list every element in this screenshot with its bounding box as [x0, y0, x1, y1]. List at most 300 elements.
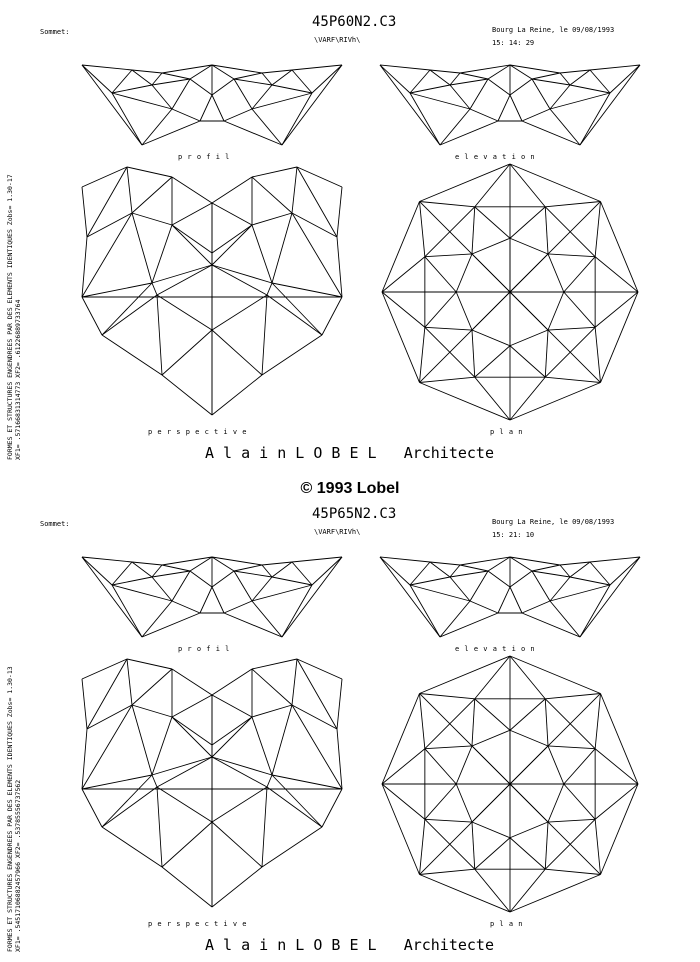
plan-edge	[475, 207, 510, 238]
plan-edge	[419, 656, 510, 693]
truss-edge	[532, 571, 550, 601]
truss-edge	[560, 565, 570, 577]
plan-edge	[425, 254, 472, 257]
side-xfp: XF1= .54517106882457966 XF2= .53785556737562	[14, 779, 22, 952]
truss-edge	[470, 571, 488, 601]
surface-edge	[212, 717, 252, 757]
plan-edge	[548, 327, 595, 330]
surface-edge	[212, 787, 267, 822]
plan-edge	[419, 693, 474, 698]
surface-edge	[292, 167, 297, 213]
view-label-elevation: e l e v a t i o n	[455, 645, 536, 653]
plan-edge	[475, 656, 510, 699]
perspective-view	[82, 659, 342, 907]
surface-edge	[132, 705, 152, 775]
elevation-view	[380, 557, 640, 637]
truss-edge	[510, 557, 560, 565]
truss-edge	[200, 95, 212, 121]
truss-edge	[440, 109, 470, 145]
surface-edge	[162, 822, 212, 867]
truss-edge	[450, 73, 460, 85]
surface-edge	[82, 187, 87, 237]
profil-view	[82, 65, 342, 145]
truss-edge	[410, 585, 440, 637]
truss-edge	[570, 70, 590, 85]
truss-edge	[560, 562, 590, 565]
truss-edge	[262, 73, 272, 85]
truss-edge	[282, 93, 312, 145]
truss-edge	[82, 65, 132, 70]
plan-edge	[382, 693, 419, 784]
truss-edge	[82, 557, 142, 637]
plan-edge	[510, 383, 601, 420]
surface-edge	[272, 775, 342, 789]
architect-title: Architecte	[403, 936, 494, 954]
time-stamp: 15: 21: 10	[492, 531, 535, 539]
plan-edge	[564, 784, 595, 819]
truss-edge	[410, 93, 470, 109]
plan-edge	[425, 327, 472, 330]
plan-edge	[425, 746, 472, 749]
plan-edge	[472, 330, 510, 346]
plan-edge	[456, 254, 472, 292]
surface-edge	[172, 225, 212, 265]
surface-edge	[127, 167, 132, 213]
truss-edge	[82, 557, 112, 585]
surface-edge	[212, 757, 272, 775]
truss-edge	[450, 577, 470, 601]
surface-edge	[262, 787, 267, 867]
surface-edge	[127, 659, 172, 669]
truss-edge	[172, 79, 190, 109]
surface-edge	[82, 167, 127, 187]
plan-edge	[475, 377, 510, 420]
plan-edge	[510, 869, 545, 912]
plan-edge	[382, 201, 419, 292]
truss-edge	[450, 571, 488, 577]
surface-edge	[252, 717, 272, 775]
truss-edge	[162, 65, 212, 73]
truss-edge	[212, 587, 224, 613]
plan-edge	[382, 257, 425, 292]
truss-edge	[522, 601, 550, 613]
architect-name: A l a i n L O B E L	[205, 936, 377, 954]
truss-edge	[224, 613, 282, 637]
surface-edge	[152, 265, 212, 283]
surface-edge	[132, 213, 152, 283]
file-name: 45P65N2.C3	[312, 506, 397, 522]
truss-edge	[510, 79, 532, 95]
surface-edge	[212, 203, 252, 225]
architect-signature	[205, 446, 494, 461]
truss-edge	[380, 65, 440, 145]
surface-edge	[132, 213, 172, 225]
plan-edge	[595, 327, 600, 382]
surface-edge	[132, 669, 172, 705]
perspective-view	[82, 167, 342, 415]
plan-edge	[472, 238, 510, 254]
plan-edge	[419, 869, 474, 874]
surface-edge	[152, 775, 157, 787]
truss-edge	[580, 93, 610, 145]
truss-edge	[380, 557, 410, 585]
truss-edge	[262, 70, 292, 73]
truss-edge	[550, 85, 570, 109]
truss-edge	[560, 73, 570, 85]
surface-edge	[212, 177, 252, 203]
drawing-sheet-2	[0, 492, 700, 962]
surface-edge	[157, 295, 162, 375]
plan-edge	[456, 292, 472, 330]
surface-edge	[152, 225, 172, 283]
truss-edge	[132, 562, 162, 565]
surface-edge	[172, 177, 212, 203]
truss-edge	[282, 557, 342, 637]
truss-edge	[590, 65, 640, 70]
truss-edge	[272, 562, 292, 577]
plan-edge	[419, 875, 510, 912]
surface-edge	[82, 213, 132, 297]
plan-edge	[472, 730, 510, 746]
surface-edge	[102, 283, 152, 335]
truss-edge	[610, 65, 640, 93]
truss-edge	[430, 562, 460, 565]
truss-edge	[550, 93, 610, 109]
surface-edge	[157, 787, 212, 822]
truss-edge	[142, 613, 200, 637]
surface-edge	[262, 335, 322, 375]
truss-edge	[430, 70, 460, 73]
truss-edge	[282, 65, 342, 145]
plan-edge	[595, 784, 638, 819]
surface-edge	[102, 335, 162, 375]
surface-edge	[102, 787, 157, 827]
truss-edge	[292, 65, 342, 70]
truss-edge	[610, 557, 640, 585]
plan-edge	[595, 257, 638, 292]
truss-edge	[172, 601, 200, 613]
surface-edge	[157, 787, 162, 867]
truss-edge	[312, 65, 342, 93]
truss-edge	[142, 121, 200, 145]
plan-edge	[419, 383, 510, 420]
surface-edge	[212, 295, 267, 330]
plan-edge	[419, 819, 424, 874]
truss-edge	[162, 565, 190, 571]
surface-edge	[132, 705, 172, 717]
truss-edge	[82, 65, 142, 145]
truss-edge	[522, 121, 580, 145]
truss-edge	[590, 557, 640, 562]
plan-view	[382, 656, 638, 912]
view-label-plan: p l a n	[490, 920, 524, 928]
plan-edge	[548, 746, 595, 749]
plan-edge	[510, 875, 601, 912]
truss-edge	[262, 562, 292, 565]
side-xfp: XF1= .57166831314773 XF2= .61226889733764	[14, 299, 22, 460]
truss-edge	[172, 109, 200, 121]
truss-edge	[224, 601, 252, 613]
wireframe-drawings	[0, 492, 700, 962]
surface-edge	[337, 187, 342, 237]
surface-edge	[292, 705, 342, 789]
plan-edge	[601, 292, 638, 383]
surface-edge	[157, 295, 212, 330]
plan-edge	[510, 164, 601, 201]
surface-edge	[172, 695, 212, 717]
surface-edge	[267, 295, 322, 335]
plan-edge	[425, 292, 456, 327]
plan-edge	[419, 201, 474, 206]
surface-edge	[212, 225, 252, 265]
surface-edge	[132, 177, 172, 213]
surface-edge	[82, 775, 152, 789]
truss-edge	[234, 571, 272, 577]
surface-edge	[297, 659, 342, 679]
surface-edge	[262, 827, 322, 867]
truss-edge	[550, 109, 580, 145]
truss-edge	[224, 121, 282, 145]
surface-edge	[272, 775, 322, 827]
truss-edge	[450, 85, 470, 109]
plan-edge	[545, 693, 600, 698]
surface-edge	[267, 787, 322, 827]
plan-edge	[510, 238, 548, 254]
truss-edge	[212, 65, 262, 73]
truss-edge	[460, 557, 510, 565]
plan-edge	[425, 784, 456, 819]
surface-edge	[297, 167, 342, 187]
truss-edge	[470, 79, 488, 109]
truss-edge	[152, 73, 162, 85]
architect-name: A l a i n L O B E L	[205, 444, 377, 462]
view-label-perspective: p e r s p e c t i v e	[148, 920, 248, 928]
plan-edge	[548, 254, 595, 257]
surface-edge	[272, 283, 342, 297]
plan-edge	[472, 699, 475, 746]
plan-edge	[510, 822, 548, 838]
surface-edge	[252, 705, 292, 717]
truss-edge	[580, 585, 610, 637]
surface-edge	[212, 822, 262, 867]
truss-edge	[450, 565, 460, 577]
surface-edge	[82, 789, 102, 827]
view-label-profil: p r o f i l	[178, 153, 230, 161]
view-label-perspective: p e r s p e c t i v e	[148, 428, 248, 436]
file-path: \VARF\RIVh\	[314, 36, 361, 44]
truss-edge	[212, 79, 234, 95]
truss-edge	[498, 587, 510, 613]
plan-edge	[510, 656, 545, 699]
truss-edge	[190, 79, 212, 95]
truss-edge	[212, 95, 224, 121]
surface-edge	[82, 705, 132, 789]
plan-edge	[425, 749, 456, 784]
plan-edge	[475, 838, 510, 869]
surface-edge	[267, 775, 272, 787]
surface-edge	[157, 265, 212, 295]
truss-edge	[488, 571, 510, 587]
truss-edge	[200, 587, 212, 613]
surface-edge	[102, 295, 157, 335]
plan-edge	[545, 869, 600, 874]
truss-edge	[234, 73, 262, 79]
truss-edge	[132, 562, 152, 577]
truss-edge	[234, 79, 272, 85]
surface-edge	[212, 265, 272, 283]
view-label-elevation: e l e v a t i o n	[455, 153, 536, 161]
truss-edge	[380, 65, 410, 93]
truss-edge	[282, 585, 312, 637]
plan-edge	[475, 699, 510, 730]
surface-edge	[212, 375, 262, 415]
plan-edge	[510, 730, 548, 746]
surface-edge	[252, 669, 292, 705]
surface-edge	[162, 867, 212, 907]
truss-edge	[532, 79, 550, 109]
plan-edge	[425, 819, 472, 822]
plan-edge	[545, 207, 548, 254]
plan-edge	[510, 164, 545, 207]
truss-edge	[162, 73, 190, 79]
plan-edge	[510, 838, 545, 869]
plan-edge	[472, 330, 475, 377]
truss-edge	[560, 70, 590, 73]
wireframe-drawings	[0, 0, 700, 470]
plan-edge	[510, 330, 548, 346]
side-title: FORMES ET STRUCTURES ENGENDREES PAR DES ELEMENTS IDENTIQUES Zobs= 1.30-17	[6, 174, 14, 460]
view-label-profil: p r o f i l	[178, 645, 230, 653]
truss-edge	[580, 557, 640, 637]
truss-edge	[430, 70, 450, 85]
surface-edge	[337, 679, 342, 729]
truss-edge	[498, 95, 510, 121]
plan-view	[382, 164, 638, 420]
truss-edge	[82, 65, 112, 93]
surface-edge	[337, 729, 342, 789]
truss-edge	[262, 565, 272, 577]
truss-edge	[112, 93, 142, 145]
truss-edge	[380, 557, 430, 562]
surface-edge	[172, 717, 212, 757]
plan-edge	[419, 164, 510, 201]
elevation-view	[380, 65, 640, 145]
plan-edge	[510, 377, 545, 420]
surface-edge	[152, 717, 172, 775]
truss-edge	[532, 73, 560, 79]
time-stamp: 15: 14: 29	[492, 39, 535, 47]
plan-edge	[545, 201, 600, 206]
surface-edge	[292, 659, 297, 705]
plan-edge	[382, 292, 419, 383]
truss-edge	[272, 70, 292, 85]
plan-edge	[548, 254, 564, 292]
side-title: FORMES ET STRUCTURES ENGENDREES PAR DES ELEMENTS IDENTIQUES Zobs= 1.30-13	[6, 666, 14, 952]
plan-edge	[382, 292, 425, 327]
surface-edge	[152, 283, 157, 295]
surface-edge	[82, 237, 87, 297]
surface-edge	[212, 717, 252, 745]
side-caption	[6, 592, 36, 952]
truss-edge	[440, 121, 498, 145]
surface-edge	[82, 659, 127, 679]
truss-edge	[212, 571, 234, 587]
truss-edge	[460, 65, 510, 73]
truss-edge	[510, 571, 532, 587]
truss-edge	[510, 587, 522, 613]
plan-edge	[595, 292, 638, 327]
truss-edge	[440, 613, 498, 637]
file-path: \VARF\RIVh\	[314, 528, 361, 536]
truss-edge	[152, 85, 172, 109]
surface-edge	[272, 283, 322, 335]
truss-edge	[570, 562, 590, 577]
truss-edge	[224, 109, 252, 121]
plan-edge	[419, 201, 424, 256]
truss-edge	[450, 79, 488, 85]
truss-edge	[252, 85, 272, 109]
surface-edge	[292, 213, 342, 297]
plan-edge	[601, 784, 638, 875]
surface-edge	[127, 659, 132, 705]
truss-edge	[440, 601, 470, 637]
plan-edge	[419, 377, 474, 382]
truss-edge	[252, 601, 282, 637]
truss-edge	[532, 571, 570, 577]
surface-edge	[82, 297, 102, 335]
surface-edge	[212, 669, 252, 695]
side-caption	[6, 100, 36, 460]
truss-edge	[132, 70, 162, 73]
truss-edge	[112, 93, 172, 109]
surface-edge	[322, 297, 342, 335]
plan-edge	[601, 201, 638, 292]
plan-edge	[595, 201, 600, 256]
plan-edge	[472, 822, 510, 838]
truss-edge	[152, 571, 190, 577]
plan-edge	[545, 822, 548, 869]
plan-edge	[510, 699, 545, 730]
place-date: Bourg La Reine, le 09/08/1993	[492, 518, 615, 526]
surface-edge	[172, 225, 212, 253]
truss-edge	[142, 601, 172, 637]
truss-edge	[522, 613, 580, 637]
sommet-label: Sommet:	[40, 28, 70, 36]
surface-edge	[82, 729, 87, 789]
truss-edge	[410, 585, 470, 601]
truss-edge	[252, 93, 312, 109]
plan-edge	[510, 346, 545, 377]
truss-edge	[162, 557, 212, 565]
surface-edge	[212, 265, 267, 295]
truss-edge	[380, 557, 440, 637]
truss-edge	[510, 95, 522, 121]
surface-edge	[212, 695, 252, 717]
surface-edge	[262, 295, 267, 375]
surface-edge	[252, 213, 292, 225]
truss-edge	[460, 565, 488, 571]
surface-edge	[82, 283, 152, 297]
plan-edge	[564, 749, 595, 784]
plan-edge	[475, 164, 510, 207]
truss-edge	[292, 557, 342, 562]
profil-view	[82, 557, 342, 637]
surface-edge	[252, 167, 297, 177]
truss-edge	[212, 557, 262, 565]
plan-edge	[548, 746, 564, 784]
plan-edge	[545, 330, 548, 377]
surface-edge	[252, 659, 297, 669]
